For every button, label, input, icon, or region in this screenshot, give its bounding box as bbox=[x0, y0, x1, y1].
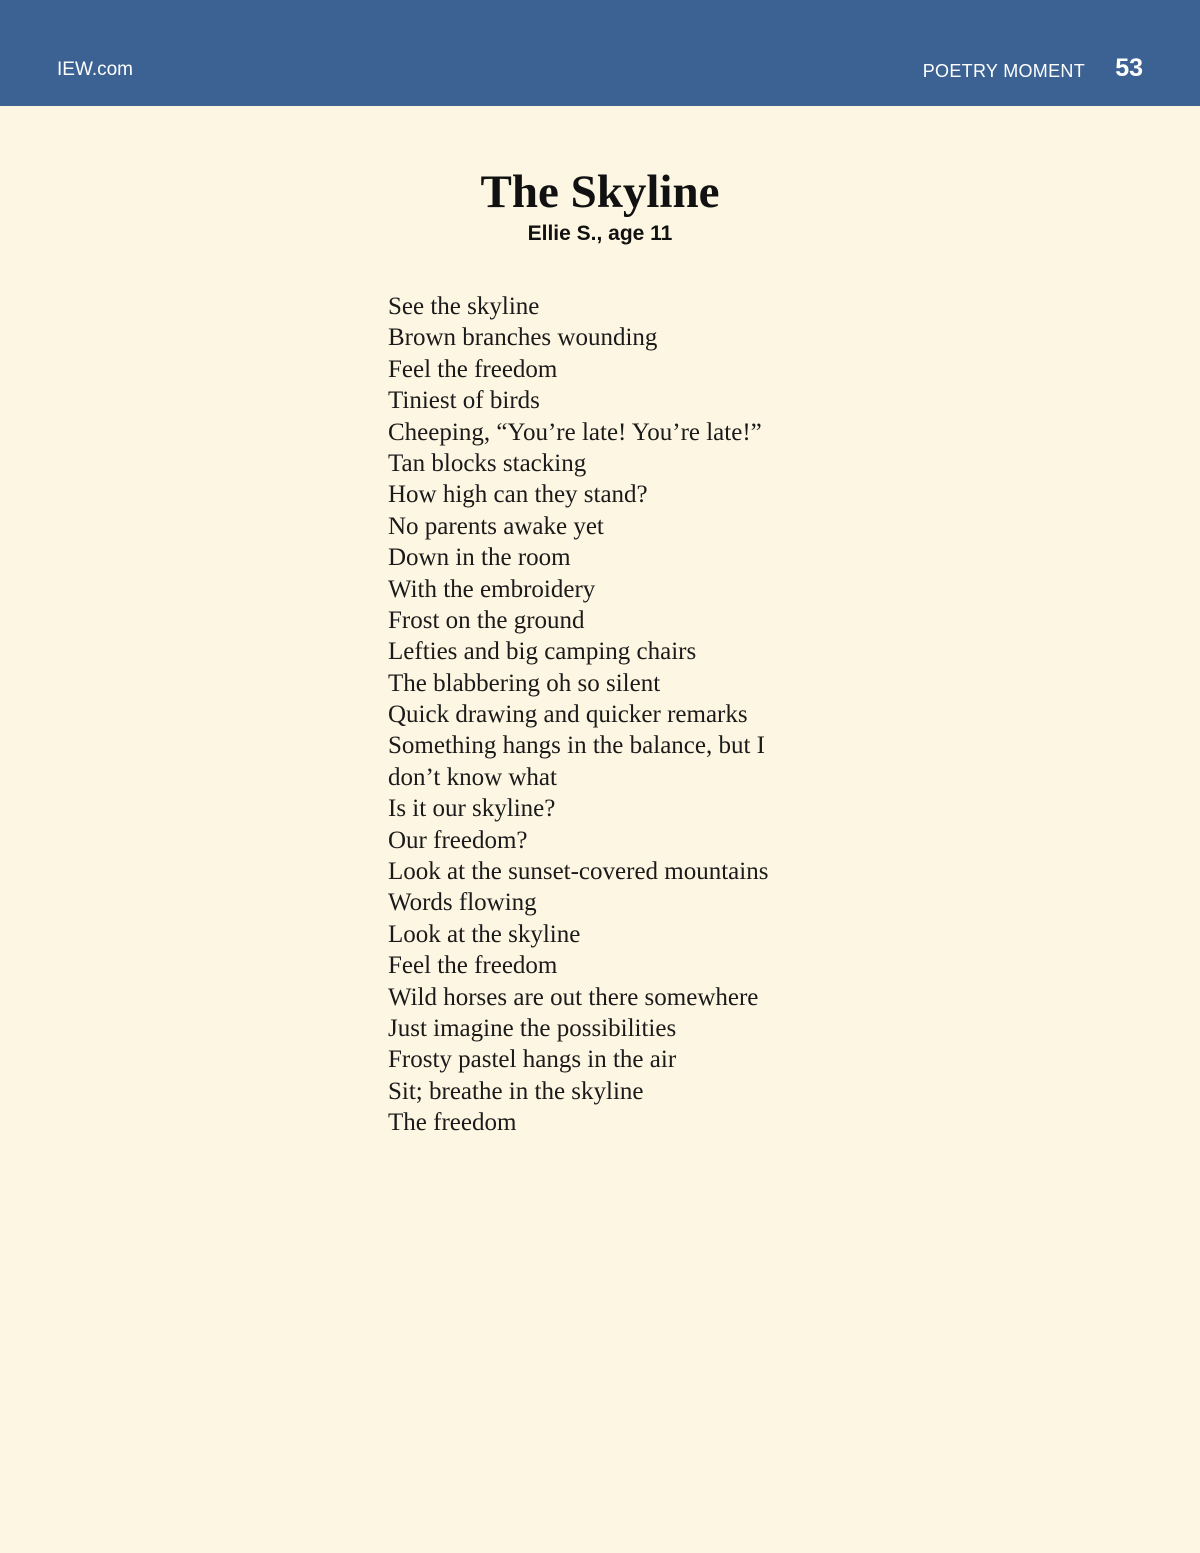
poem-line: Lefties and big camping chairs bbox=[388, 638, 697, 666]
poem-line: The freedom bbox=[388, 1109, 517, 1137]
poem-line: Down in the room bbox=[388, 544, 571, 572]
poem-line: Tiniest of birds bbox=[388, 387, 540, 415]
poem-line: Just imagine the possibilities bbox=[388, 1014, 677, 1042]
site-link[interactable]: IEW.com bbox=[57, 59, 134, 80]
poem-line: See the skyline bbox=[388, 293, 540, 320]
poem-line: Is it our skyline? bbox=[388, 795, 556, 823]
page-number: 53 bbox=[1115, 54, 1143, 82]
section-label: POETRY MOMENT bbox=[922, 61, 1085, 81]
poem-line: With the embroidery bbox=[388, 575, 596, 603]
poem-line: Tan blocks stacking bbox=[388, 449, 587, 477]
poem-line: Sit; breathe in the skyline bbox=[388, 1077, 644, 1105]
poem-author: Ellie S., age 11 bbox=[527, 222, 673, 245]
poem-line: Frost on the ground bbox=[388, 606, 585, 634]
poem-line: The blabbering oh so silent bbox=[388, 669, 661, 697]
page-header bbox=[0, 0, 1200, 106]
poem-line: Our freedom? bbox=[388, 826, 528, 854]
poem-line: Wild horses are out there somewhere bbox=[388, 983, 759, 1011]
poem-line: Feel the freedom bbox=[388, 952, 558, 980]
poem-line: don’t know what bbox=[388, 763, 557, 791]
poem-line: Brown branches wounding bbox=[388, 324, 658, 352]
poem-line: Cheeping, “You’re late! You’re late!” bbox=[388, 418, 762, 446]
poem-line: Words flowing bbox=[388, 889, 537, 917]
poem-line: Frosty pastel hangs in the air bbox=[388, 1046, 677, 1074]
poem-title: The Skyline bbox=[480, 166, 720, 218]
poem-line: Something hangs in the balance, but I bbox=[388, 732, 766, 760]
poem-line: Quick drawing and quicker remarks bbox=[388, 701, 748, 729]
poem-line: Look at the skyline bbox=[388, 920, 581, 948]
poem-line: Feel the freedom bbox=[388, 355, 558, 383]
poem-line: Look at the sunset-covered mountains bbox=[388, 858, 769, 886]
poem-body bbox=[388, 291, 988, 1139]
poem-line: How high can they stand? bbox=[388, 481, 648, 509]
poem-line: No parents awake yet bbox=[388, 512, 604, 540]
